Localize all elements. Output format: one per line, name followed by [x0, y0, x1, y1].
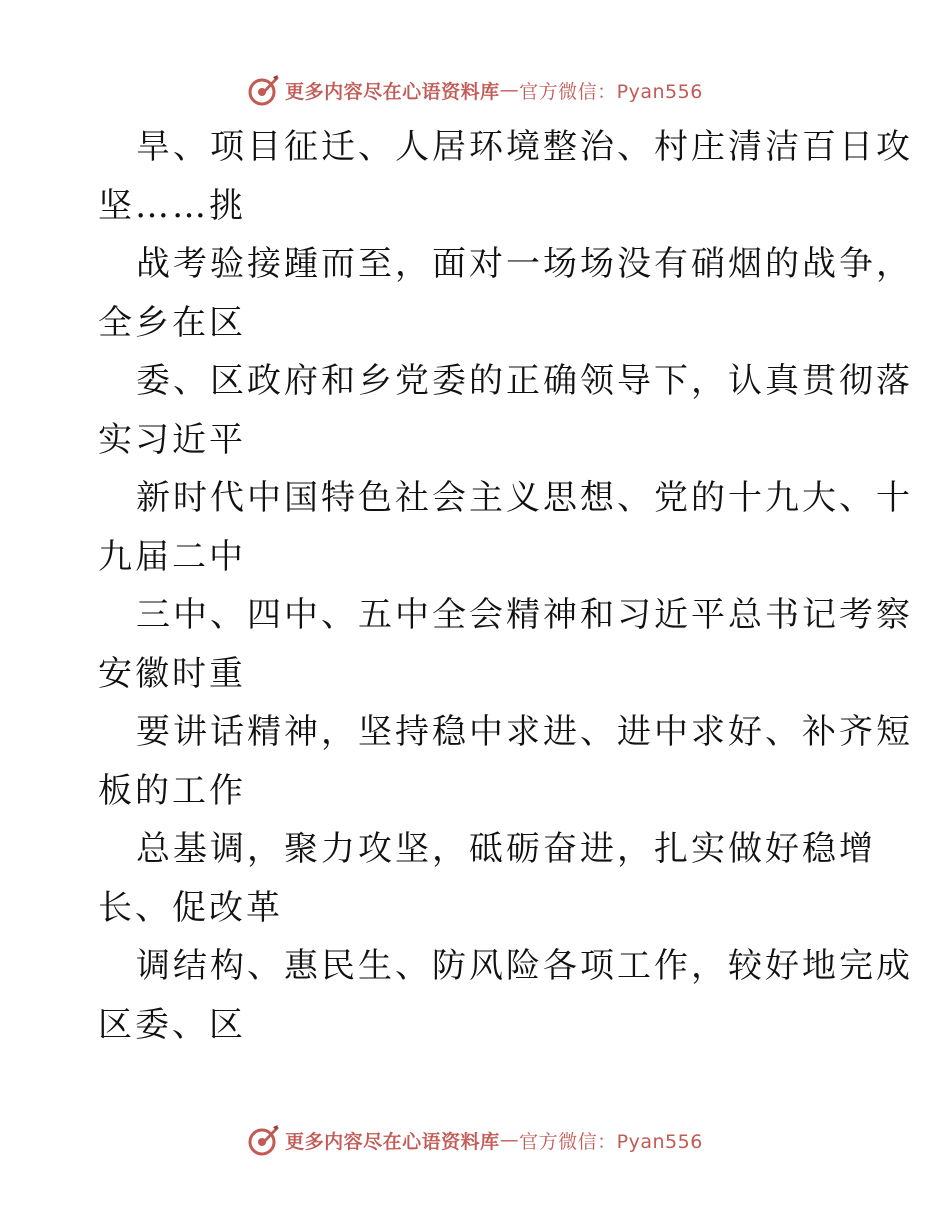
- text-line: 调结构、惠民生、防风险各项工作，较好地完成: [136, 946, 913, 986]
- watermark-contact: 官方微信：Pyan556: [519, 1130, 703, 1153]
- text-line: 板的工作: [98, 770, 246, 811]
- text-line: 区委、区: [98, 1004, 246, 1045]
- document-body: [98, 118, 913, 1054]
- quill-pen-logo-icon: [247, 73, 281, 107]
- text-line: 九届二中: [98, 536, 246, 577]
- text-line: 全乡在区: [98, 302, 246, 343]
- text-line: 长、促改革: [98, 887, 283, 928]
- text-line: 总基调，聚力攻坚，砥砺奋进，扎实做好稳增: [136, 829, 876, 869]
- text-line: 要讲话精神，坚持稳中求进、进中求好、补齐短: [136, 712, 913, 752]
- text-line: 实习近平: [98, 419, 246, 460]
- header-watermark: [0, 70, 950, 110]
- text-line: 安徽时重: [98, 653, 246, 694]
- quill-pen-logo-icon: [247, 1123, 281, 1157]
- text-line: 三中、四中、五中全会精神和习近平总书记考察: [136, 595, 913, 635]
- footer-watermark: [0, 1120, 950, 1160]
- text-line: 战考验接踵而至，面对一场场没有硝烟的战争，: [136, 244, 913, 284]
- text-line: 委、区政府和乡党委的正确领导下，认真贯彻落: [136, 361, 913, 401]
- watermark-separator: —: [499, 1129, 520, 1151]
- watermark-brand: 更多内容尽在心语资料库: [285, 1130, 500, 1153]
- watermark-contact: 官方微信：Pyan556: [519, 80, 703, 103]
- watermark-separator: —: [499, 79, 520, 101]
- text-line: 旱、项目征迁、人居环境整治、村庄清洁百日攻: [136, 127, 913, 167]
- text-line: 新时代中国特色社会主义思想、党的十九大、十: [136, 478, 913, 518]
- watermark-brand: 更多内容尽在心语资料库: [285, 80, 500, 103]
- text-line: 坚……挑: [98, 185, 246, 226]
